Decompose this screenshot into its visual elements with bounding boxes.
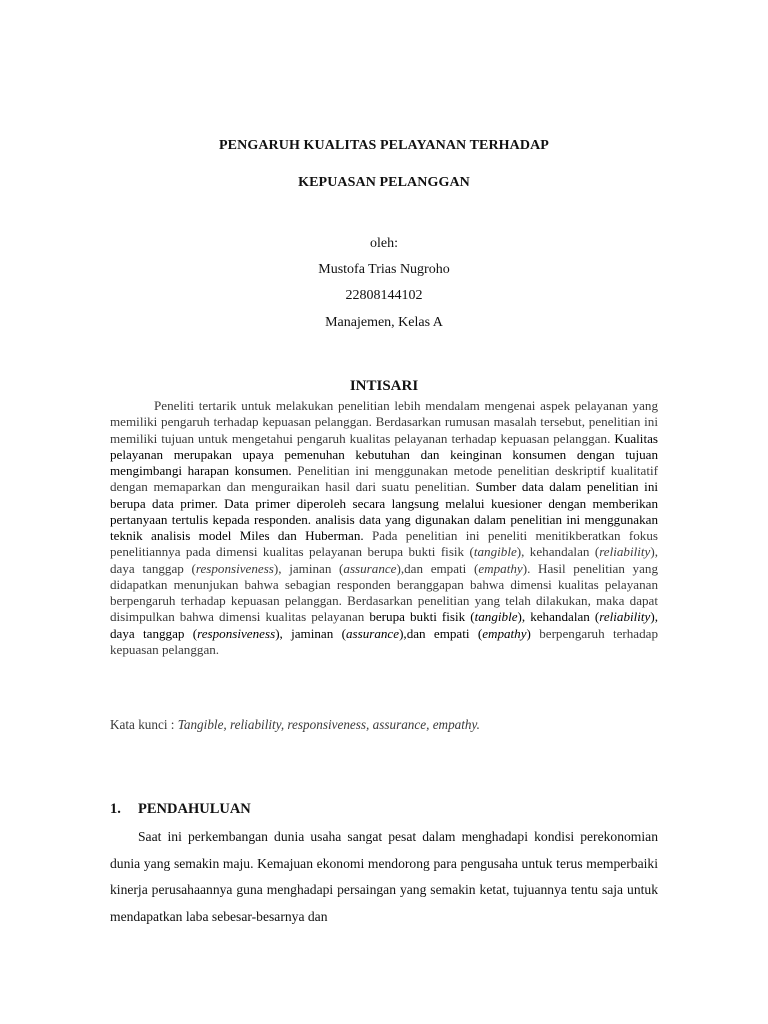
abstract-text: ), daya tanggap ( bbox=[110, 544, 658, 576]
author-name: Mustofa Trias Nugroho bbox=[318, 262, 450, 277]
section-title: PENDAHULUAN bbox=[138, 801, 251, 817]
abstract-text: ), jaminan ( bbox=[273, 560, 344, 576]
keywords-label: Kata kunci : bbox=[110, 717, 178, 732]
abstract-text: berpengaruh terhadap kepuasan pelanggan. bbox=[110, 625, 659, 657]
abstract-text: Kualitas pelayanan merupakan upaya pemenuhan kebutuhan dan keinginan konsumen dengan tujuan mengimbangi harapan konsumen. bbox=[110, 430, 658, 478]
abstract-term: tangible bbox=[474, 609, 518, 625]
abstract-term: reliability bbox=[599, 609, 651, 625]
author-affiliation: Manajemen, Kelas A bbox=[325, 315, 443, 330]
abstract-term: empathy bbox=[482, 625, 527, 641]
paper-title-line-1: PENGARUH KUALITAS PELAYANAN TERHADAP bbox=[219, 138, 549, 153]
keywords-values: Tangible, reliability, responsiveness, assurance, empathy. bbox=[177, 717, 480, 732]
abstract-paragraph bbox=[110, 398, 658, 658]
abstract-text: ), daya tanggap ( bbox=[110, 609, 659, 641]
abstract-text: ), jaminan ( bbox=[275, 625, 346, 641]
body-paragraph: Saat ini perkembangan dunia usaha sangat pesat dalam menghadapi kondisi perekonomian dunia yang semakin maju. Kemajuan ekonomi mendorong para pengusaha untuk terus memperbaiki kinerja perusahaannya guna menghadapi persaingan yang semakin ketat, tujuannya tentu saja untuk mendapatkan laba sebesar-besarnya dan bbox=[110, 829, 658, 924]
abstract-text: ),dan empati ( bbox=[399, 625, 483, 641]
abstract-heading: INTISARI bbox=[349, 378, 419, 394]
section-number: 1. bbox=[110, 801, 121, 817]
keywords-line bbox=[110, 717, 670, 733]
abstract-text: Penelitian ini menggunakan metode penelitian deskriptif kualitatif dengan memaparkan dan menguraikan hasil dari suatu penelitian. bbox=[110, 463, 658, 495]
abstract-term: responsiveness bbox=[197, 625, 276, 641]
abstract-text: Pada penelitian ini peneliti menitikberatkan fokus penelitiannya pada dimensi kualitas pelayanan berupa bukti fisik ( bbox=[110, 528, 658, 560]
abstract-term: reliability bbox=[599, 544, 651, 560]
abstract-text: ) bbox=[526, 625, 531, 641]
abstract-term: empathy bbox=[478, 560, 523, 576]
abstract-term: responsiveness bbox=[195, 560, 274, 576]
abstract-text: berupa bukti fisik ( bbox=[369, 609, 475, 625]
abstract-text: ), kehandalan ( bbox=[517, 609, 600, 625]
abstract-text: ),dan empati ( bbox=[396, 560, 479, 576]
author-by-label: oleh: bbox=[370, 236, 398, 251]
abstract-term: assurance bbox=[345, 625, 400, 641]
author-id: 22808144102 bbox=[345, 288, 423, 303]
abstract-term: tangible bbox=[473, 544, 517, 560]
abstract-term: assurance bbox=[343, 560, 397, 576]
section-heading bbox=[110, 801, 658, 817]
abstract-text: ). Hasil penelitian yang didapatkan menunjukan bahwa sebagian responden beranggapan bahwa dimensi kualitas pelayanan berpengaruh terhadap kepuasan pelanggan. Berdasarkan penelitian yang telah dilakukan, maka dapat disimpulkan bahwa dimensi kualitas pelayanan bbox=[110, 560, 659, 625]
section-body bbox=[110, 824, 658, 930]
abstract-body bbox=[110, 398, 658, 658]
paper-title-line-2: KEPUASAN PELANGGAN bbox=[298, 175, 470, 190]
abstract-text: ), kehandalan ( bbox=[516, 544, 600, 560]
abstract-text: Peneliti tertarik untuk melakukan penelitian lebih mendalam mengenai aspek pelayanan yang memiliki pengaruh terhadap kepuasan pelanggan. Berdasarkan rumusan masalah tersebut, penelitian ini memiliki tujuan untuk mengetahui pengaruh kualitas pelayanan terhadap kepuasan pelanggan. bbox=[110, 398, 658, 446]
abstract-text: Sumber data dalam penelitian ini berupa data primer. Data primer diperoleh secara langsung melalui kuesioner dengan memberikan pertanyaan tertulis kepada responden. analisis data yang digunakan dalam penelitian ini menggunakan teknik analisis model Miles dan Huberman. bbox=[110, 479, 659, 543]
